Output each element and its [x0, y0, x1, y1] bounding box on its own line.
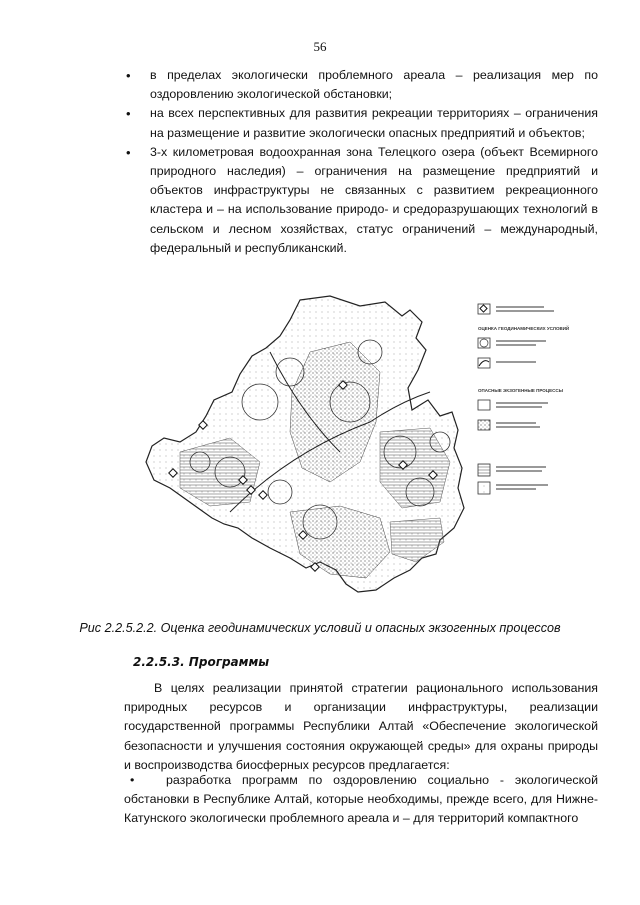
section-heading: 2.2.5.3. Программы: [133, 655, 270, 669]
bullet-icon: •: [126, 144, 131, 160]
map-legend: [478, 304, 569, 494]
geodynamic-map-figure: [140, 292, 596, 612]
hatched-zone-southeast: [390, 518, 444, 562]
region-map: [140, 292, 596, 612]
list-item: • на всех перспективных для развития рекреации территориях – ограничения на размещение и развитие экологически опасных предприятий и объектов;: [126, 106, 598, 140]
bullet-icon: •: [126, 68, 131, 83]
bullet-icon: •: [130, 773, 135, 787]
figure-caption: Рис 2.2.5.2.2. Оценка геодинамических условий и опасных экзогенных процессов: [79, 621, 561, 635]
body-paragraph: В целях реализации принятой стратегии рационального использования природных ресурсов и организации инфраструктуры, реализации государственной программы Республики Алтай «Обеспечение экологической безопасности и улучшения состояния окружающей среды» для охраны природы и воспроизводства биосферных ресурсов предлагается:: [124, 681, 598, 772]
list-item: • в пределах экологически проблемного ареала – реализация мер по оздоровлению экологической обстановки;: [126, 68, 598, 102]
page-number: 56: [313, 39, 327, 54]
legend-heading-exogenous: ОПАСНЫЕ ЭКЗОГЕННЫЕ ПРОЦЕССЫ: [478, 388, 563, 393]
legend-heading-geodynamic: ОЦЕНКА ГЕОДИНАМИЧЕСКИХ УСЛОВИЙ: [478, 326, 570, 331]
bullet-icon: •: [126, 106, 131, 122]
bullet-list-top: [120, 66, 598, 258]
list-item: • разработка программ по оздоровлению социально - экологической обстановки в Республике Алтай, которые необходимы, прежде всего, для Нижне-Катунского экологически проблемного ареала и – для территорий компактного: [124, 773, 598, 826]
list-item: • 3-х километровая водоохранная зона Телецкого озера (объект Всемирного природного наследия) – ограничения на размещение предприятий и объектов инфраструктуры не связанных с развитием рекреационного кластера и – на использование природо- и средоразрушающих технологий в сельском и лесном хозяйствах, статус ограничений – международный, федеральный и республиканский.: [126, 144, 598, 255]
